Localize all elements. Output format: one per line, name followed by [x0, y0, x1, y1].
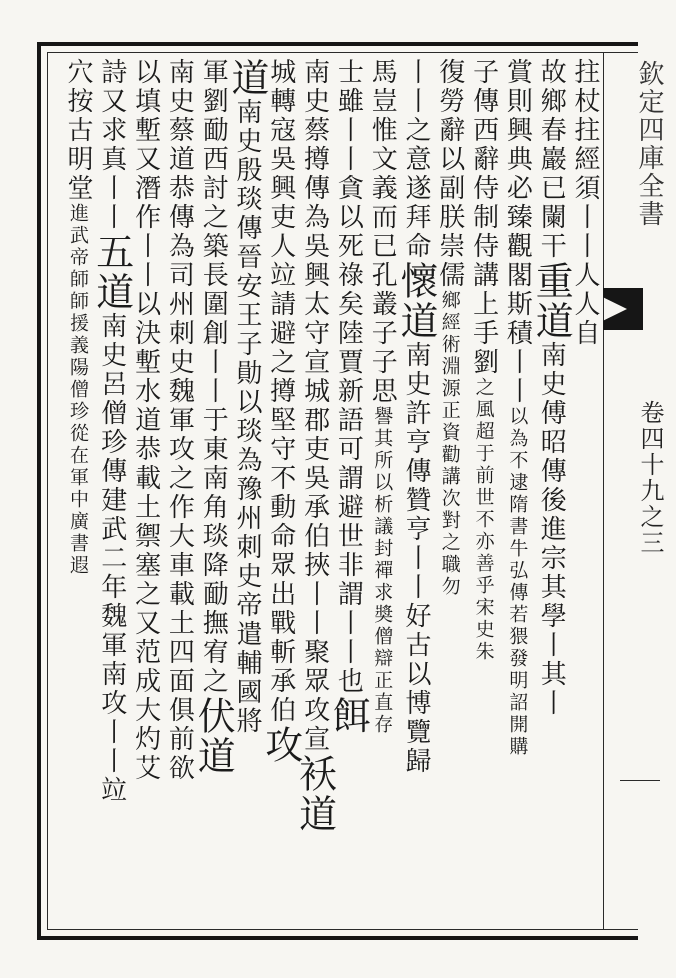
text-column-2 [529, 58, 574, 918]
text-column-16 [59, 58, 97, 918]
annotation-text: 之風超于前世不亦善乎宋史朱 [472, 377, 495, 663]
heading-term: 袄道 [292, 754, 337, 834]
text-column-10 [258, 58, 303, 918]
main-text: 故鄉春巖已闌干 [536, 58, 567, 261]
text-column-4 [465, 58, 503, 918]
heading-term: 餌 [326, 696, 371, 736]
text-column-3 [498, 58, 536, 918]
main-text: 南史呂僧珍傳建武二年魏軍南攻丨丨竝 [96, 312, 127, 805]
main-text: 賞則興典必臻觀閣斯積丨丨 [502, 58, 533, 406]
heading-term: 道 [225, 58, 269, 98]
text-column-11 [225, 58, 269, 918]
volume-label: 卷四十九之三 [636, 400, 664, 556]
text-column-15 [89, 58, 134, 918]
heading-term: 懷道 [394, 261, 438, 341]
book-title: 欽定四庫全書 [634, 60, 664, 228]
main-text: 以填塹又潛作丨丨以決塹水道恭載土禦塞之又范成大灼艾 [130, 58, 161, 783]
main-text: 士雖丨丨貪以死祿矣陸賈新語可謂避世非謂丨丨也 [333, 58, 364, 696]
heading-term: 重道 [529, 261, 574, 341]
annotation-text: 鄉經術淵源正資勸講次對之職勿 [438, 290, 461, 598]
main-text: 丨丨之意遂拜命 [401, 58, 431, 261]
main-text: 南史蔡道恭傳為司州刺史魏軍攻之作大車載土四面俱前欲 [164, 58, 195, 783]
annotation-text: 進武帝師師援義陽僧珍從在軍中廣書遐 [67, 203, 89, 577]
main-text: 子傳西辭侍制侍講上手劉 [468, 58, 499, 377]
main-text: 詩又求真丨丨 [96, 58, 127, 232]
margin-divider [620, 780, 660, 781]
heading-term: 攻 [258, 725, 303, 765]
main-text: 南史傅昭傳後進宗其學丨其丨 [536, 341, 567, 718]
main-text: 馬豈惟文義而已孔叢子子思 [367, 58, 398, 406]
main-text: 南史殷琰傳晉安王子勛以琰為豫州刺史帝遣輔國將 [232, 98, 262, 736]
heading-term: 五道 [89, 232, 134, 312]
annotation-text: 譽其所以析議封禪求奬僧辯正直存 [371, 406, 394, 736]
main-text: 拄杖拄經須丨丨人人自 [570, 58, 600, 348]
text-column-1 [566, 58, 604, 918]
annotation-text: 以為不逮隋書牛弘傳若猥發明詔開購 [506, 406, 529, 758]
main-text: 穴按古明堂 [63, 58, 93, 203]
text-column-6 [394, 58, 438, 918]
text-column-14 [127, 58, 165, 918]
text-column-5 [431, 58, 469, 918]
text-column-9 [292, 58, 337, 918]
text-column-13 [160, 58, 198, 918]
main-text: 軍劉勔西討之築長圍創丨丨于東南角琰降勔撫宥之 [198, 58, 229, 696]
text-column-7 [363, 58, 401, 918]
main-text: 南史許亨傳贊亨丨丨好古以博覽歸 [401, 341, 431, 776]
main-text: 城轉寇吳興吏人竝請避之撙堅守不動命眾出戰斬承伯 [265, 58, 296, 725]
main-text: 南史蔡撙傳為吳興太守宣城郡吏吳承伯挾丨丨聚眾攻宣 [299, 58, 330, 754]
heading-term: 伏道 [191, 696, 236, 776]
main-text: 復勞辭以副朕崇儒 [434, 58, 465, 290]
text-column-12 [191, 58, 236, 918]
